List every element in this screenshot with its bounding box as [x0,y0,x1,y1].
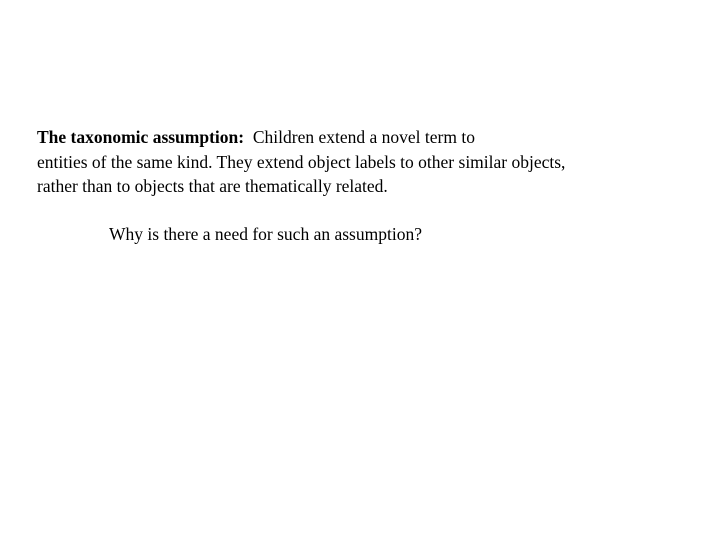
question-text: Why is there a need for such an assumption? [109,224,422,244]
definition-paragraph [37,125,697,199]
definition-line-1-text: Children extend a novel term to [252,127,475,147]
definition-line-2: entities of the same kind. They extend object labels to other similar objects, [37,151,566,172]
term-heading: The taxonomic assumption: [37,127,245,147]
definition-line-1 [37,125,697,150]
definition-line-3: rather than to objects that are thematically related. [37,176,388,196]
